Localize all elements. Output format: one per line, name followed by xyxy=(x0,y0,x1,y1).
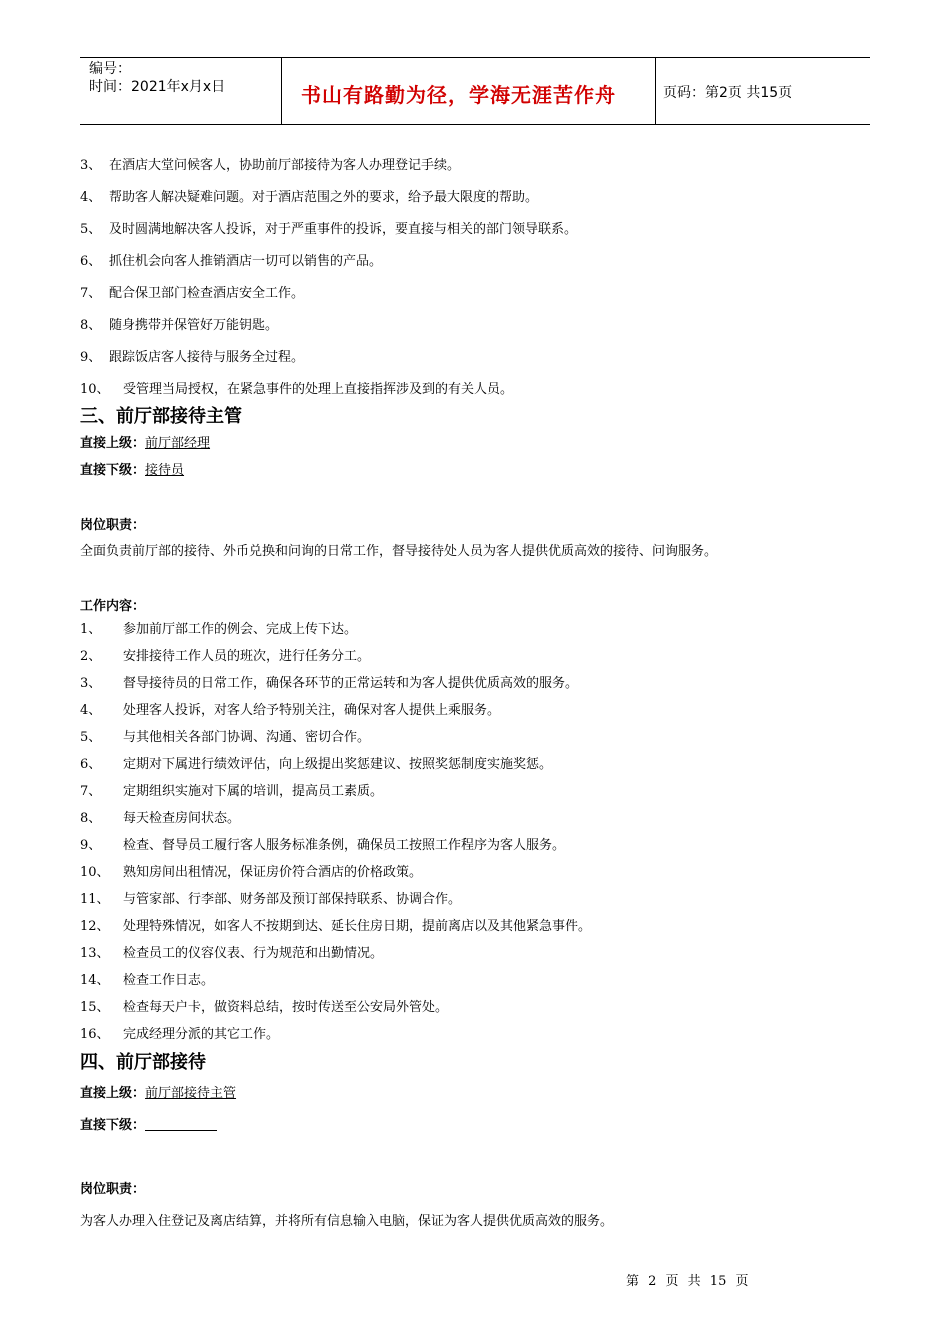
section-3-duty-text: 全面负责前厅部的接待、外币兑换和问询的日常工作，督导接待处人员为客人提供优质高效的接待、问询服务。 xyxy=(80,544,718,559)
list-item-text: 跟踪饭店客人接待与服务全过程。 xyxy=(109,350,305,365)
superior-label: 直接上级： xyxy=(80,1086,146,1101)
list-item-number: 1、 xyxy=(80,622,102,637)
list-item-number: 3、 xyxy=(80,158,102,173)
list-item-text: 定期对下属进行绩效评估，向上级提出奖惩建议、按照奖惩制度实施奖惩。 xyxy=(123,757,553,772)
header-divider-left xyxy=(281,57,282,125)
list-item-number: 11、 xyxy=(80,892,110,907)
list-item-text: 在酒店大堂问候客人，协助前厅部接待为客人办理登记手续。 xyxy=(109,158,461,173)
section-4-duty-label: 岗位职责： xyxy=(80,1182,146,1197)
list-item-text: 熟知房间出租情况，保证房价符合酒店的价格政策。 xyxy=(123,865,423,880)
list-item-text: 处理特殊情况，如客人不按期到达、延长住房日期，提前离店以及其他紧急事件。 xyxy=(123,919,592,934)
header-number-label: 编号： xyxy=(89,61,131,77)
list-item-number: 8、 xyxy=(80,811,102,826)
list-item-number: 4、 xyxy=(80,703,102,718)
list-item-number: 9、 xyxy=(80,838,102,853)
header-divider-right xyxy=(655,57,656,125)
list-item-number: 15、 xyxy=(80,1000,110,1015)
list-item-text: 参加前厅部工作的例会、完成上传下达。 xyxy=(123,622,358,637)
footer-page-number: 第 2 页 共 15 页 xyxy=(626,1274,749,1289)
list-item-number: 3、 xyxy=(80,676,102,691)
section-3-heading: 三、前厅部接待主管 xyxy=(80,406,242,427)
list-item-number: 5、 xyxy=(80,730,102,745)
section-4-superior xyxy=(80,1082,240,1101)
list-item-text: 检查工作日志。 xyxy=(123,973,215,988)
section-3-subordinate xyxy=(80,459,188,478)
section-4-heading: 四、前厅部接待 xyxy=(80,1052,206,1073)
superior-label: 直接上级： xyxy=(80,436,146,451)
section-3-duty-label: 岗位职责： xyxy=(80,518,146,533)
list-item-number: 16、 xyxy=(80,1027,110,1042)
list-item-number: 2、 xyxy=(80,649,102,664)
list-item-text: 处理客人投诉，对客人给予特别关注，确保对客人提供上乘服务。 xyxy=(123,703,501,718)
list-item-text: 检查、督导员工履行客人服务标准条例，确保员工按照工作程序为客人服务。 xyxy=(123,838,566,853)
header-top-rule xyxy=(80,57,870,58)
list-item-text: 及时圆满地解决客人投诉，对于严重事件的投诉，要直接与相关的部门领导联系。 xyxy=(109,222,578,237)
list-item-number: 5、 xyxy=(80,222,102,237)
list-item-text: 抓住机会向客人推销酒店一切可以销售的产品。 xyxy=(109,254,383,269)
subordinate-blank xyxy=(145,1118,217,1131)
superior-value: 前厅部经理 xyxy=(145,436,211,451)
list-item-text: 每天检查房间状态。 xyxy=(123,811,241,826)
list-item-text: 与管家部、行李部、财务部及预订部保持联系、协调合作。 xyxy=(123,892,462,907)
list-item-number: 8、 xyxy=(80,318,102,333)
list-item-number: 6、 xyxy=(80,254,102,269)
list-item-number: 7、 xyxy=(80,286,102,301)
list-item-number: 6、 xyxy=(80,757,102,772)
list-item-text: 检查每天户卡，做资料总结，按时传送至公安局外管处。 xyxy=(123,1000,449,1015)
list-item-text: 帮助客人解决疑难问题。对于酒店范围之外的要求，给予最大限度的帮助。 xyxy=(109,190,539,205)
section-3-superior xyxy=(80,432,214,451)
subordinate-label: 直接下级： xyxy=(80,1118,146,1133)
superior-value: 前厅部接待主管 xyxy=(145,1086,237,1101)
subordinate-label: 直接下级： xyxy=(80,463,146,478)
section-4-subordinate xyxy=(80,1114,217,1133)
list-item-number: 10、 xyxy=(80,382,110,397)
list-item-text: 受管理当局授权，在紧急事件的处理上直接指挥涉及到的有关人员。 xyxy=(123,382,514,397)
list-item-text: 定期组织实施对下属的培训，提高员工素质。 xyxy=(123,784,384,799)
list-item-number: 9、 xyxy=(80,350,102,365)
list-item-text: 安排接待工作人员的班次，进行任务分工。 xyxy=(123,649,371,664)
header-motto: 书山有路勤为径，学海无涯苦作舟 xyxy=(301,83,616,107)
list-item-text: 与其他相关各部门协调、沟通、密切合作。 xyxy=(123,730,371,745)
header-page-label: 页码：第2页 共15页 xyxy=(663,85,793,101)
list-item-number: 12、 xyxy=(80,919,110,934)
list-item-text: 随身携带并保管好万能钥匙。 xyxy=(109,318,279,333)
list-item-number: 14、 xyxy=(80,973,110,988)
list-item-number: 10、 xyxy=(80,865,110,880)
header-time-label: 时间：2021年x月x日 xyxy=(89,79,226,95)
list-item-text: 完成经理分派的其它工作。 xyxy=(123,1027,280,1042)
list-item-text: 检查员工的仪容仪表、行为规范和出勤情况。 xyxy=(123,946,384,961)
list-item-text: 配合保卫部门检查酒店安全工作。 xyxy=(109,286,305,301)
list-item-number: 13、 xyxy=(80,946,110,961)
list-item-number: 7、 xyxy=(80,784,102,799)
section-4-duty-text: 为客人办理入住登记及离店结算，并将所有信息输入电脑，保证为客人提供优质高效的服务。 xyxy=(80,1214,614,1229)
section-3-work-label: 工作内容： xyxy=(80,599,146,614)
subordinate-value: 接待员 xyxy=(145,463,185,478)
header-bottom-rule xyxy=(80,124,870,125)
list-item-text: 督导接待员的日常工作，确保各环节的正常运转和为客人提供优质高效的服务。 xyxy=(123,676,579,691)
list-item-number: 4、 xyxy=(80,190,102,205)
